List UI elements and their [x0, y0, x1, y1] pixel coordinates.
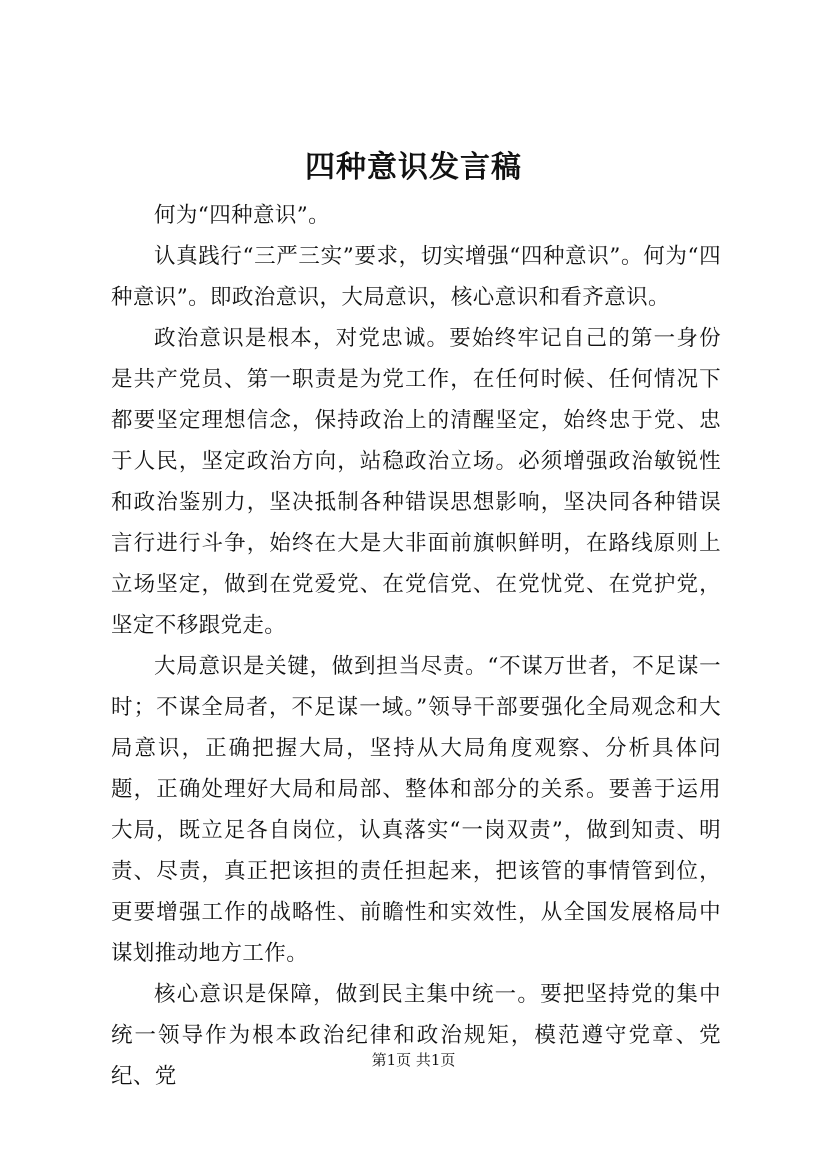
document-title: 四种意识发言稿: [305, 150, 522, 185]
document-body: [111, 195, 721, 1097]
paragraph: 何为“四种意识”。: [154, 203, 331, 228]
page-footer: 第1页 共1页: [371, 1051, 456, 1069]
paragraph: 大局意识是关键，做到担当尽责。“不谋万世者，不足谋一时；不谋全局者，不足谋一域。”领导干部要强化全局观念和大局意识，正确把握大局，坚持从大局角度观察、分析具体问题，正确处理好大局和局部、整体和部分的关系。要善于运用大局，既立足各自岗位，认真落实“一岗双责”，做到知责、明责、尽责，真正把该担的责任担起来，把该管的事情管到位，更要增强工作的战略性、前瞻性和实效性，从全国发展格局中谋划推动地方工作。: [111, 654, 721, 966]
paragraph: 政治意识是根本，对党忠诚。要始终牢记自己的第一身份是共产党员、第一职责是为党工作，在任何时候、任何情况下都要坚定理想信念，保持政治上的清醒坚定，始终忠于党、忠于人民，坚定政治方向，站稳政治立场。必须增强政治敏锐性和政治鉴别力，坚决抵制各种错误思想影响，坚决同各种错误言行进行斗争，始终在大是大非面前旗帜鲜明，在路线原则上立场坚定，做到在党爱党、在党信党、在党忧党、在党护党，坚定不移跟党走。: [111, 326, 721, 638]
paragraph: 核心意识是保障，做到民主集中统一。要把坚持党的集中统一领导作为根本政治纪律和政治规矩，模范遵守党章、党纪、党: [111, 982, 721, 1089]
paragraph: 认真践行“三严三实”要求，切实增强“四种意识”。何为“四种意识”。即政治意识，大局意识，核心意识和看齐意识。: [111, 244, 721, 310]
